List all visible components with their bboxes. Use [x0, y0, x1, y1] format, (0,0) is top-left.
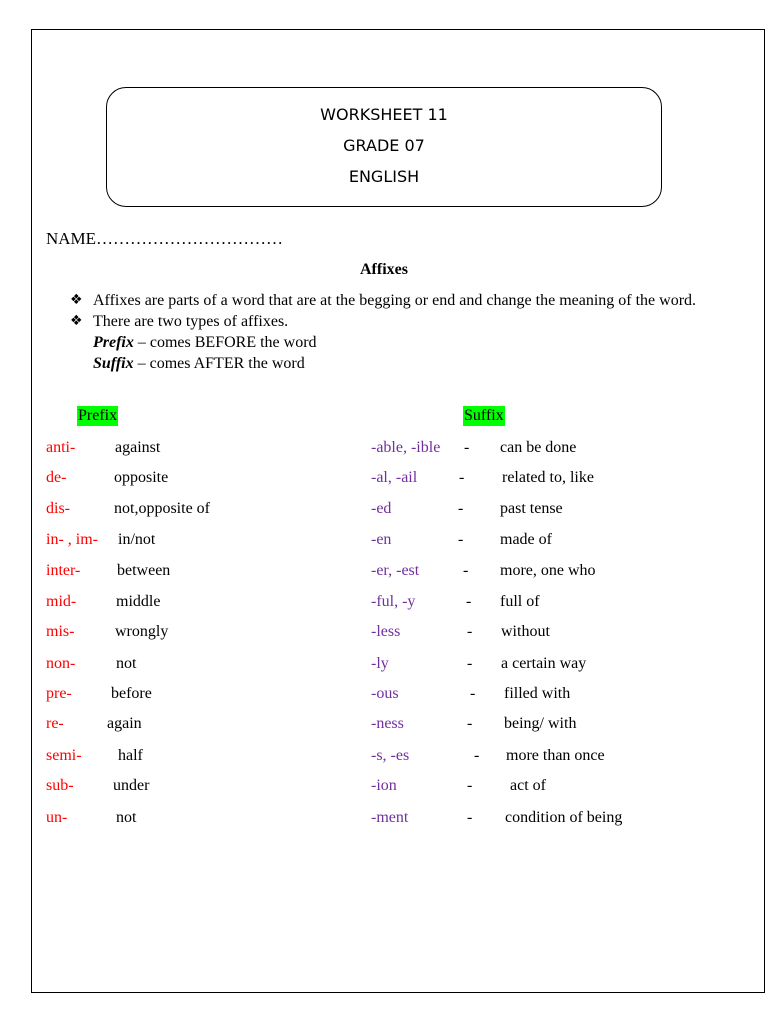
suffix-meaning: filled with	[504, 685, 571, 702]
suffix-dash: -	[459, 469, 465, 486]
prefix-meaning: wrongly	[115, 623, 169, 640]
bullet-text: Affixes are parts of a word that are at the begging or end and change the meaning of the word.	[93, 292, 697, 309]
suffix-dash: -	[467, 655, 473, 672]
suffix-meaning: past tense	[500, 500, 563, 517]
suffix-heading: Suffix	[464, 407, 504, 424]
suffix-def-text: – comes AFTER the word	[133, 355, 305, 372]
prefix-meaning: against	[115, 439, 161, 456]
suffix-meaning: more than once	[506, 747, 605, 764]
prefix-affix: mid-	[46, 593, 77, 610]
suffix-meaning: condition of being	[505, 809, 623, 826]
suffix-meaning: can be done	[500, 439, 577, 456]
prefix-affix: non-	[46, 655, 76, 672]
prefix-meaning: half	[118, 747, 143, 764]
suffix-affix: -ful, -y	[371, 593, 416, 610]
prefix-affix: semi-	[46, 747, 82, 764]
prefix-affix: anti-	[46, 439, 76, 456]
prefix-affix: de-	[46, 469, 67, 486]
bullet-text: There are two types of affixes.	[93, 313, 289, 330]
prefix-meaning: under	[113, 777, 150, 794]
prefix-meaning: opposite	[114, 469, 169, 486]
suffix-affix: -er, -est	[371, 562, 420, 579]
suffix-affix: -less	[371, 623, 401, 640]
subject-label: ENGLISH	[348, 167, 420, 186]
suffix-affix: -ous	[371, 685, 399, 702]
prefix-affix: un-	[46, 809, 68, 826]
suffix-affix: -en	[371, 531, 392, 548]
prefix-term: Prefix	[93, 334, 134, 351]
suffix-affix: -ness	[371, 715, 404, 732]
grade-label: GRADE 07	[343, 136, 425, 155]
worksheet-number: WORKSHEET 11	[320, 105, 448, 124]
suffix-dash: -	[470, 685, 476, 702]
suffix-meaning: made of	[500, 531, 552, 548]
name-field: NAME……………………………	[46, 229, 284, 248]
prefix-affix: inter-	[46, 562, 81, 579]
suffix-dash: -	[463, 562, 469, 579]
diamond-bullet-icon: ❖	[70, 292, 83, 308]
suffix-affix: -al, -ail	[371, 469, 418, 486]
prefix-definition	[70, 332, 710, 353]
suffix-meaning: without	[501, 623, 550, 640]
suffix-dash: -	[467, 777, 473, 794]
prefix-meaning: not,opposite of	[114, 500, 210, 517]
suffix-meaning: a certain way	[501, 655, 587, 672]
section-title: Affixes	[360, 261, 408, 278]
prefix-affix: mis-	[46, 623, 75, 640]
prefix-meaning: middle	[116, 593, 161, 610]
prefix-affix: sub-	[46, 777, 74, 794]
prefix-affix: in- , im-	[46, 531, 98, 548]
suffix-term: Suffix	[93, 355, 134, 372]
prefix-meaning: before	[111, 685, 152, 702]
suffix-affix: -ment	[371, 809, 409, 826]
diamond-bullet-icon: ❖	[70, 313, 83, 329]
intro-bullets	[70, 290, 710, 374]
prefix-def-text: – comes BEFORE the word	[133, 334, 317, 351]
suffix-dash: -	[458, 500, 464, 517]
prefix-meaning: between	[117, 562, 171, 579]
suffix-affix: -ion	[371, 777, 397, 794]
suffix-definition	[70, 353, 710, 374]
suffix-affix: -ed	[371, 500, 392, 517]
prefix-heading: Prefix	[78, 407, 118, 424]
suffix-meaning: related to, like	[502, 469, 594, 486]
bullet-item	[70, 290, 710, 311]
suffix-meaning: more, one who	[500, 562, 596, 579]
prefix-affix: pre-	[46, 685, 72, 702]
worksheet-header-box	[106, 87, 662, 207]
suffix-dash: -	[474, 747, 480, 764]
prefix-meaning: again	[107, 715, 142, 732]
suffix-dash: -	[464, 439, 470, 456]
suffix-dash: -	[467, 809, 473, 826]
suffix-affix: -s, -es	[371, 747, 410, 764]
suffix-dash: -	[467, 715, 473, 732]
prefix-affix: re-	[46, 715, 64, 732]
prefix-meaning: not	[116, 655, 137, 672]
suffix-dash: -	[467, 623, 473, 640]
prefix-meaning: in/not	[118, 531, 156, 548]
suffix-dash: -	[466, 593, 472, 610]
suffix-affix: -able, -ible	[371, 439, 441, 456]
bullet-item	[70, 311, 710, 332]
suffix-dash: -	[458, 531, 464, 548]
prefix-meaning: not	[116, 809, 137, 826]
prefix-affix: dis-	[46, 500, 70, 517]
suffix-meaning: being/ with	[504, 715, 577, 732]
suffix-meaning: full of	[500, 593, 540, 610]
suffix-meaning: act of	[510, 777, 546, 794]
suffix-affix: -ly	[371, 655, 389, 672]
